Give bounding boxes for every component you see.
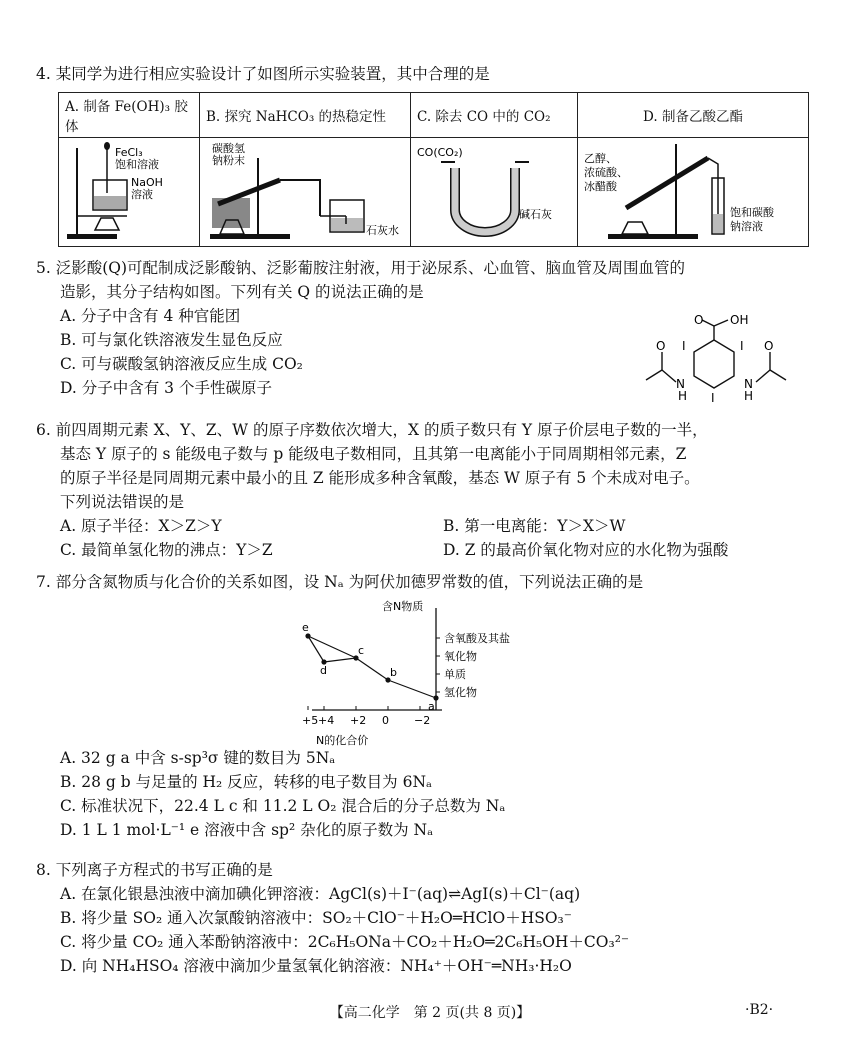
question-8-option-a: A. 在氯化银悬浊液中滴加碘化钾溶液：AgCl(s)＋I⁻(aq)⇌AgI(s)＋Cl⁻(aq) <box>60 885 581 903</box>
label-nahco3-1: 碳酸氢 <box>212 142 245 155</box>
point-label-d: d <box>320 664 327 677</box>
question-4-stem: 4. 某同学为进行相应实验设计了如图所示实验装置，其中合理的是 <box>36 65 490 83</box>
y-category-label: 氧化物 <box>444 650 477 663</box>
question-5-option-c: C. 可与碳酸氢钠溶液反应生成 CO₂ <box>60 355 303 373</box>
y-axis-title: 含N物质 <box>382 600 424 613</box>
question-6-option-b: B. 第一电离能：Y＞X＞W <box>443 517 626 535</box>
connector-line <box>356 658 388 680</box>
point-e <box>305 633 310 638</box>
label-limewater: 石灰水 <box>366 224 399 237</box>
atom-o: O <box>694 313 704 327</box>
diatrizoic-acid-structure <box>640 310 820 410</box>
question-6-option-c: C. 最简单氢化物的沸点：Y＞Z <box>60 541 273 559</box>
question-6-line-4: 下列说法错误的是 <box>60 493 185 511</box>
x-tick-label: 0 <box>382 714 389 727</box>
y-category-label: 氢化物 <box>444 686 477 699</box>
label-na2co3-1: 饱和碳酸 <box>730 206 774 219</box>
option-d-header: D. 制备乙酸乙酯 <box>578 93 809 138</box>
question-8-stem: 8. 下列离子方程式的书写正确的是 <box>36 861 273 879</box>
label-na2co3-2: 钠溶液 <box>730 220 763 233</box>
apparatus-a-drawing <box>59 138 199 242</box>
apparatus-b-drawing <box>200 138 410 242</box>
apparatus-d <box>578 138 809 247</box>
apparatus-table <box>58 92 809 247</box>
point-label-c: c <box>358 644 365 657</box>
atom-i-3: I <box>711 391 715 405</box>
apparatus-a <box>59 138 200 247</box>
atom-oh: OH <box>730 313 749 327</box>
x-tick-label: +4 <box>318 714 335 727</box>
question-6-option-d: D. Z 的最高价氧化物对应的水化物为强酸 <box>443 541 729 559</box>
atom-o-2: O <box>656 339 666 353</box>
question-8 <box>36 858 826 978</box>
atom-n-1: N <box>676 377 685 391</box>
question-6 <box>36 418 826 562</box>
apparatus-c-drawing <box>411 138 577 242</box>
question-7-option-a: A. 32 g a 中含 s-sp³σ 键的数目为 5Nₐ <box>60 749 336 767</box>
apparatus-b <box>200 138 411 247</box>
label-nahco3-2: 钠粉末 <box>212 154 245 167</box>
point-label-b: b <box>390 666 397 679</box>
question-5-option-a: A. 分子中含有 4 种官能团 <box>60 307 241 325</box>
label-acetic: 冰醋酸 <box>584 180 617 193</box>
y-category-label: 含氧酸及其盐 <box>444 632 510 645</box>
question-6-option-a: A. 原子半径：X＞Z＞Y <box>60 517 222 535</box>
question-5-stem-2: 造影，其分子结构如图。下列有关 Q 的说法正确的是 <box>60 283 424 301</box>
label-ethanol: 乙醇、 <box>584 152 617 165</box>
atom-o-3: O <box>764 339 774 353</box>
question-8-option-c: C. 将少量 CO₂ 通入苯酚钠溶液中：2C₆H₅ONa＋CO₂＋H₂O═2C₆H₅OH＋CO₃²⁻ <box>60 933 630 951</box>
point-label-a: a <box>428 700 435 713</box>
label-soda-lime: 碱石灰 <box>519 208 552 221</box>
question-6-line-3: 的原子半径是同周期元素中最小的且 Z 能形成多种含氧酸，基态 W 原子有 5 个未成对电子。 <box>60 469 700 487</box>
label-naoh: NaOH <box>131 176 163 189</box>
label-solution: 溶液 <box>131 188 153 201</box>
atom-h-1: H <box>678 389 688 403</box>
page-footer: 【高二化学 第 2 页(共 8 页)】 <box>329 1005 531 1021</box>
question-6-line-2: 基态 Y 原子的 s 能级电子数与 p 能级电子数相同，且其第一电离能小于同周期相邻元素，Z <box>60 445 687 463</box>
question-5-stem-1: 5. 泛影酸(Q)可配制成泛影酸钠、泛影葡胺注射液，用于泌尿系、心血管、脑血管及周围血管的 <box>36 259 686 277</box>
question-7-options <box>36 746 826 842</box>
x-axis-title: N的化合价 <box>316 734 369 747</box>
atom-h-2: H <box>744 389 754 403</box>
apparatus-c <box>411 138 578 247</box>
nitrogen-valence-chart <box>300 598 560 748</box>
option-c-header: C. 除去 CO 中的 CO₂ <box>411 93 578 138</box>
question-7-option-c: C. 标准状况下，22.4 L c 和 11.2 L O₂ 混合后的分子总数为 Nₐ <box>60 797 506 815</box>
label-h2so4: 浓硫酸、 <box>584 166 628 179</box>
question-5-option-d: D. 分子中含有 3 个手性碳原子 <box>60 379 272 397</box>
atom-n-2: N <box>744 377 753 391</box>
question-7-option-b: B. 28 g b 与足量的 H₂ 反应，转移的电子数目为 6Nₐ <box>60 773 433 791</box>
atom-i-1: I <box>682 339 686 353</box>
label-fecl3: FeCl₃ <box>115 146 143 159</box>
question-5-option-b: B. 可与氯化铁溶液发生显色反应 <box>60 331 283 349</box>
option-a-header: A. 制备 Fe(OH)₃ 胶体 <box>59 93 200 138</box>
atom-i-2: I <box>740 339 744 353</box>
question-8-option-d: D. 向 NH₄HSO₄ 溶液中滴加少量氢氧化钠溶液：NH₄⁺＋OH⁻═NH₃·H₂O <box>60 957 572 975</box>
question-7-stem: 7. 部分含氮物质与化合价的关系如图，设 Nₐ 为阿伏加德罗常数的值，下列说法正确的是 <box>36 573 644 591</box>
apparatus-d-drawing <box>578 138 808 242</box>
y-category-label: 单质 <box>444 668 466 681</box>
connector-line <box>388 680 436 698</box>
point-label-e: e <box>302 621 309 634</box>
question-7-option-d: D. 1 L 1 mol·L⁻¹ e 溶液中含 sp² 杂化的原子数为 Nₐ <box>60 821 434 839</box>
connector-line <box>324 658 356 662</box>
x-tick-label: +2 <box>350 714 367 727</box>
label-saturated: 饱和溶液 <box>115 158 159 171</box>
label-co-co2: CO(CO₂) <box>417 146 463 159</box>
question-6-line-1: 6. 前四周期元素 X、Y、Z、W 的原子序数依次增大，X 的质子数只有 Y 原子价层电子数的一半， <box>36 421 708 439</box>
question-8-option-b: B. 将少量 SO₂ 通入次氯酸钠溶液中：SO₂＋ClO⁻＋H₂O═HClO＋HSO₃⁻ <box>60 909 572 927</box>
x-tick-label: +5 <box>302 714 319 727</box>
x-tick-label: −2 <box>414 714 431 727</box>
page-code: ·B2· <box>745 1002 774 1018</box>
question-4 <box>36 62 826 86</box>
question-7 <box>36 570 826 594</box>
option-b-header: B. 探究 NaHCO₃ 的热稳定性 <box>200 93 411 138</box>
